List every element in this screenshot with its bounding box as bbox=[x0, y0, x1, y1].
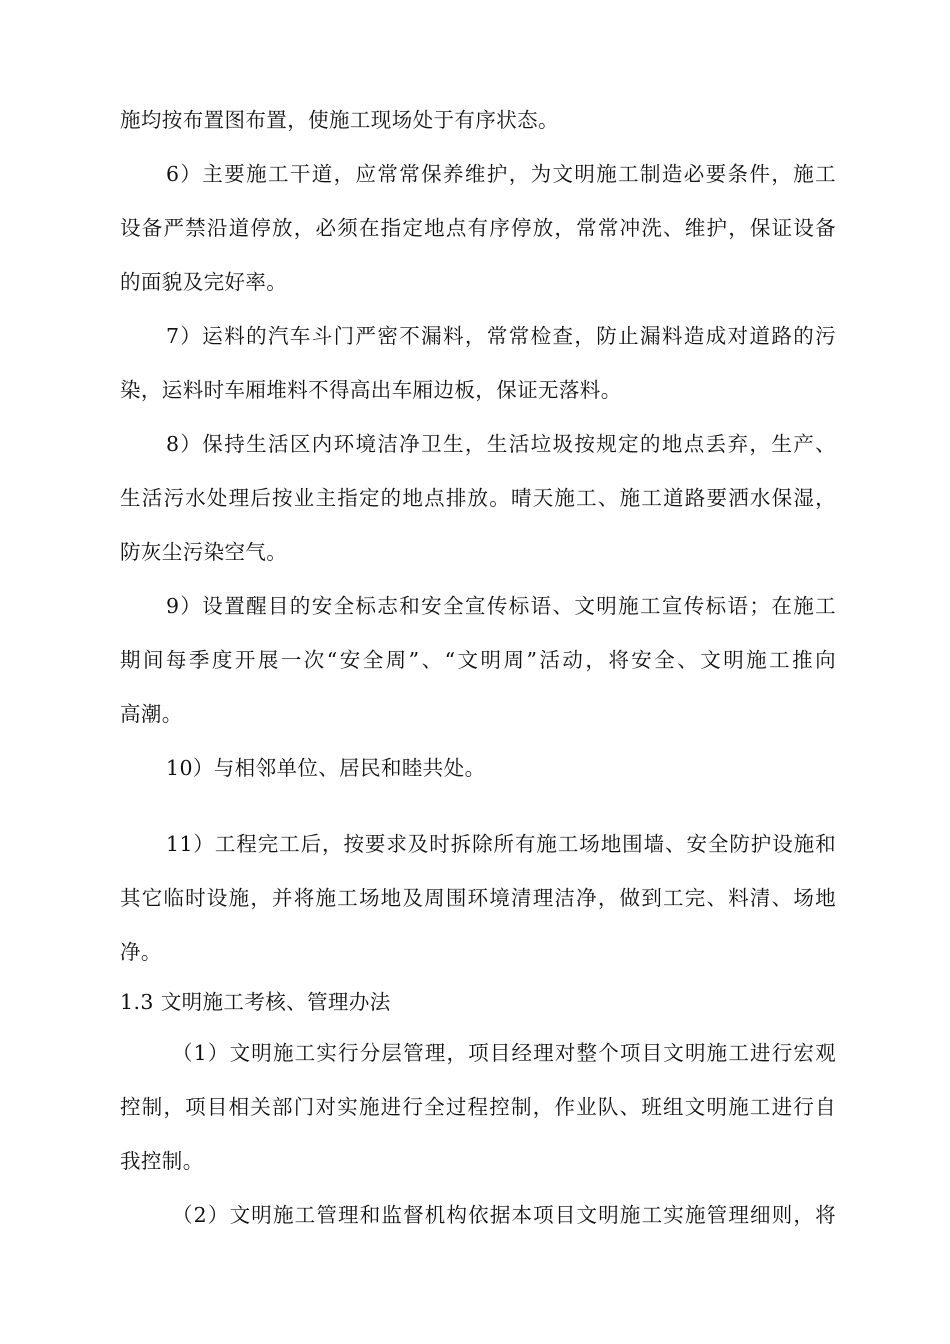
paragraph-line: 高潮。 bbox=[120, 702, 183, 726]
paragraph-line: 11）工程完工后，按要求及时拆除所有施工场地围墙、安全防护设施和 bbox=[166, 832, 836, 856]
paragraph-line: 设备严禁沿道停放，必须在指定地点有序停放，常常冲洗、维护，保证设备 bbox=[120, 216, 836, 240]
paragraph-line: 净。 bbox=[120, 940, 162, 964]
paragraph-line: 我控制。 bbox=[120, 1149, 204, 1173]
paragraph-line: 9）设置醒目的安全标志和安全宣传标语、文明施工宣传标语；在施工 bbox=[166, 594, 836, 618]
paragraph-line: （2）文明施工管理和监督机构依据本项目文明施工实施管理细则，将 bbox=[172, 1203, 836, 1227]
section-heading: 1.3 文明施工考核、管理办法 bbox=[120, 990, 391, 1014]
paragraph-line: 其它临时设施，并将施工场地及周围环境清理洁净，做到工完、料清、场地 bbox=[120, 886, 836, 910]
paragraph-line: 期间每季度开展一次“安全周”、“文明周”活动，将安全、文明施工推向 bbox=[120, 648, 836, 672]
paragraph-line: 7）运料的汽车斗门严密不漏料，常常检查，防止漏料造成对道路的污 bbox=[166, 324, 836, 348]
paragraph-line: 生活污水处理后按业主指定的地点排放。晴天施工、施工道路要洒水保湿， bbox=[120, 486, 836, 510]
paragraph-line: 控制，项目相关部门对实施进行全过程控制，作业队、班组文明施工进行自 bbox=[120, 1095, 836, 1119]
paragraph-line: 6）主要施工干道，应常常保养维护，为文明施工制造必要条件，施工 bbox=[166, 162, 836, 186]
paragraph-line: 8）保持生活区内环境洁净卫生，生活垃圾按规定的地点丢弃，生产、 bbox=[166, 432, 836, 456]
paragraph-line: 的面貌及完好率。 bbox=[120, 270, 288, 294]
paragraph-line: 施均按布置图布置，使施工现场处于有序状态。 bbox=[120, 108, 559, 132]
paragraph-line: （1）文明施工实行分层管理，项目经理对整个项目文明施工进行宏观 bbox=[172, 1041, 836, 1065]
paragraph-line: 染，运料时车厢堆料不得高出车厢边板，保证无落料。 bbox=[120, 378, 622, 402]
paragraph-line: 防灰尘污染空气。 bbox=[120, 540, 288, 564]
paragraph-line: 10）与相邻单位、居民和睦共处。 bbox=[166, 756, 486, 780]
